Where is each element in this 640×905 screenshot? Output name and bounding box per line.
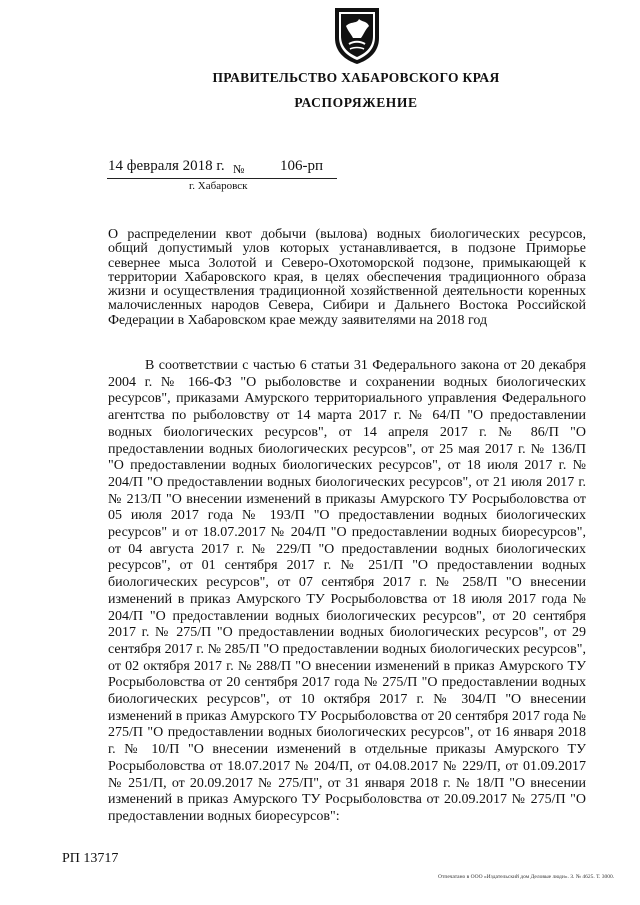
- printer-note: Отпечатано в ООО «Издательский дом Деловые люди». З. № 4625. Т. 3000.: [438, 874, 615, 880]
- document-id: РП 13717: [62, 851, 119, 866]
- document-type: РАСПОРЯЖЕНИЕ: [294, 95, 418, 110]
- document-subject: О распределении квот добычи (вылова) водных биологических ресурсов, общий допустимый улов которых устанавливается, в подзоне Приморье севернее мыса Золотой и Северо-Охотоморской подзоне, примыкающей к территории Хабаровского края, в целях обеспечения традиционного образа жизни и осуществления традиционной хозяйственной деятельности коренных малочисленных народов Севера, Сибири и Дальнего Востока Российской Федерации в Хабаровском крае между заявителями на 2018 год: [108, 227, 586, 328]
- date-underline: [107, 178, 337, 179]
- body-paragraph: В соответствии с частью 6 статьи 31 Федерального закона от 20 декабря 2004 г. № 166-ФЗ "О рыболовстве и сохранении водных биологических ресурсов", приказами Амурского территориального управления Федерального агентства по рыболовству от 14 марта 2017 г. № 64/П "О предоставлении водных биологических ресурсов", от 14 апреля 2017 г. № 86/П "О предоставлении водных биологических ресурсов", от 25 мая 2017 г. № 136/П "О предоставлении водных биологических ресурсов", от 18 июля 2017 г. № 204/П "О предоставлении водных биологических ресурсов", от 21 июля 2017 г. № 213/П "О внесении изменений в приказы Амурского ТУ Росрыболовства от 05 июля 2017 года № 193/П "О предоставлении водных биологических ресурсов" и от 18.07.2017 № 204/П "О предоставлении водных биоресурсов", от 04 августа 2017 г. № 229/П "О предоставлении водных биологических ресурсов", от 01 сентября 2017 г. № 251/П "О предоставлении водных биологических ресурсов", от 07 сентября 2017 г. № 258/П "О внесении изменений в приказ Амурского ТУ Росрыболовства от 18 июля 2017 года № 204/П "О предоставлении водных биологических ресурсов", от 20 сентября 2017 г. № 275/П "О предоставлении водных биологических ресурсов", от 29 сентября 2017 г. № 285/П "О предоставлении водных биологических ресурсов", от 02 октября 2017 г. № 288/П "О внесении изменений в приказ Амурского ТУ Росрыболовства от 20 сентября 2017 года № 275/П "О предоставлении водных биологических ресурсов", от 10 октября 2017 г. № 304/П "О внесении изменений в приказ Амурского ТУ Росрыболовства от 20 сентября 2017 года № 275/П "О предоставлении водных биологических ресурсов", от 16 января 2018 г. № 10/П "О внесении изменений в отдельные приказы Амурского ТУ Росрыболовства от 18.07.2017 № 204/П, от 04.08.2017 № 229/П, от 01.09.2017 № 251/П, от 20.09.2017 № 275/П", от 31 января 2018 г. № 18/П "О внесении изменений в приказ Амурского ТУ Росрыболовства от 20.09.2017 № 275/П "О предоставлении водных биоресурсов":: [108, 358, 586, 824]
- document-city: г. Хабаровск: [189, 180, 248, 192]
- organization-title: ПРАВИТЕЛЬСТВО ХАБАРОВСКОГО КРАЯ: [212, 70, 500, 85]
- number-sign: №: [233, 162, 245, 176]
- coat-of-arms-icon: [331, 4, 383, 66]
- document-number: 106-рп: [280, 158, 324, 174]
- document-body: [108, 358, 586, 826]
- document-date: 14 февраля 2018 г.: [108, 158, 225, 174]
